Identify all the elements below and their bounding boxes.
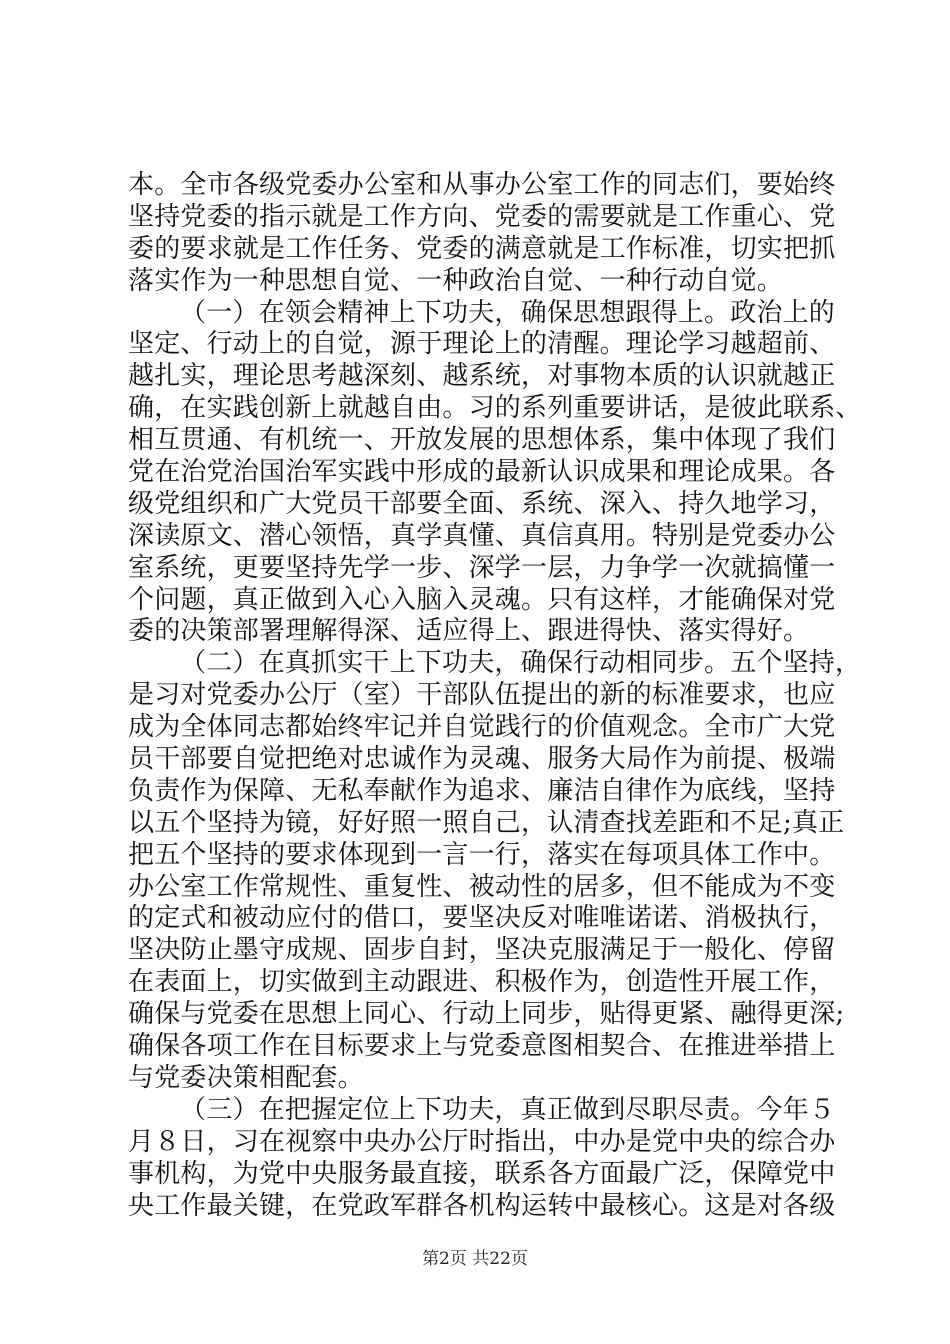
text-line: 本。全市各级党委办公室和从事办公室工作的同志们，要始终 — [128, 170, 836, 200]
text-line: 相互贯通、有机统一、开放发展的思想体系，集中体现了我们 — [128, 425, 836, 456]
para-section-2 — [128, 648, 862, 1094]
text-line: 确保各项工作在目标要求上与党委意图相契合、在推进举措上 — [128, 1031, 836, 1062]
text-line: 月８日，习在视察中央办公厅时指出，中办是党中央的综合办 — [128, 1126, 836, 1157]
text-line: 办公室工作常规性、重复性、被动性的居多，但不能成为不变 — [128, 871, 836, 902]
text-line: 负责作为保障、无私奉献作为追求、廉洁自律作为底线，坚持 — [128, 775, 836, 806]
text-line: （一）在领会精神上下功夫，确保思想跟得上。政治上的 — [180, 297, 836, 328]
text-line: 以五个坚持为镜，好好照一照自己，认清查找差距和不足;真正 — [128, 807, 845, 838]
text-line: （二）在真抓实干上下功夫，确保行动相同步。五个坚持， — [180, 648, 862, 679]
text-line: 是习对党委办公厅（室）干部队伍提出的新的标准要求，也应 — [128, 680, 836, 711]
text-line: 越扎实，理论思考越深刻、越系统，对事物本质的认识就越正 — [128, 361, 836, 392]
text-line: 央工作最关键，在党政军群各机构运转中最核心。这是对各级 — [128, 1190, 836, 1221]
text-line: 员干部要自觉把绝对忠诚作为灵魂、服务大局作为前提、极端 — [128, 744, 836, 775]
text-line: 委的要求就是工作任务、党委的满意就是工作标准，切实把抓 — [128, 233, 836, 264]
text-line: 在表面上，切实做到主动跟进、积极作为，创造性开展工作， — [128, 967, 836, 998]
document-body — [128, 170, 862, 1222]
text-line: 室系统，更要坚持先学一步、深学一层，力争学一次就搞懂一 — [128, 552, 836, 583]
para-section-3 — [128, 1094, 836, 1223]
text-line: 确保与党委在思想上同心、行动上同步，贴得更紧、融得更深; — [128, 999, 845, 1030]
text-line: 落实作为一种思想自觉、一种政治自觉、一种行动自觉。 — [128, 265, 784, 296]
text-line: 与党委决策相配套。 — [128, 1062, 364, 1093]
text-line: 确，在实践创新上就越自由。习的系列重要讲话，是彼此联系、 — [128, 393, 862, 424]
text-line: 党在治党治国治军实践中形成的最新认识成果和理论成果。各 — [128, 457, 836, 488]
text-line: 级党组织和广大党员干部要全面、系统、深入、持久地学习， — [128, 488, 836, 519]
text-line: 个问题，真正做到入心入脑入灵魂。只有这样，才能确保对党 — [128, 584, 836, 615]
text-line: 事机构，为党中央服务最直接，联系各方面最广泛，保障党中 — [128, 1158, 836, 1189]
text-line: 成为全体同志都始终牢记并自觉践行的价值观念。全市广大党 — [128, 712, 836, 743]
text-line: 坚持党委的指示就是工作方向、党委的需要就是工作重心、党 — [128, 201, 836, 232]
text-line: 坚定、行动上的自觉，源于理论上的清醒。理论学习越超前、 — [128, 329, 836, 360]
page-number: 第2页 共22页 — [422, 1249, 528, 1269]
para-continuation — [128, 170, 836, 298]
text-line: 把五个坚持的要求体现到一言一行，落实在每项具体工作中。 — [128, 839, 836, 870]
text-line: 深读原文、潜心领悟，真学真懂、真信真用。特别是党委办公 — [128, 520, 836, 551]
text-line: 委的决策部署理解得深、适应得上、跟进得快、落实得好。 — [128, 616, 810, 647]
text-line: 的定式和被动应付的借口，要坚决反对唯唯诺诺、消极执行， — [128, 903, 836, 934]
para-section-1 — [128, 297, 862, 649]
text-line: 坚决防止墨守成规、固步自封，坚决克服满足于一般化、停留 — [128, 935, 836, 966]
text-line: （三）在把握定位上下功夫，真正做到尽职尽责。今年５ — [180, 1094, 836, 1125]
